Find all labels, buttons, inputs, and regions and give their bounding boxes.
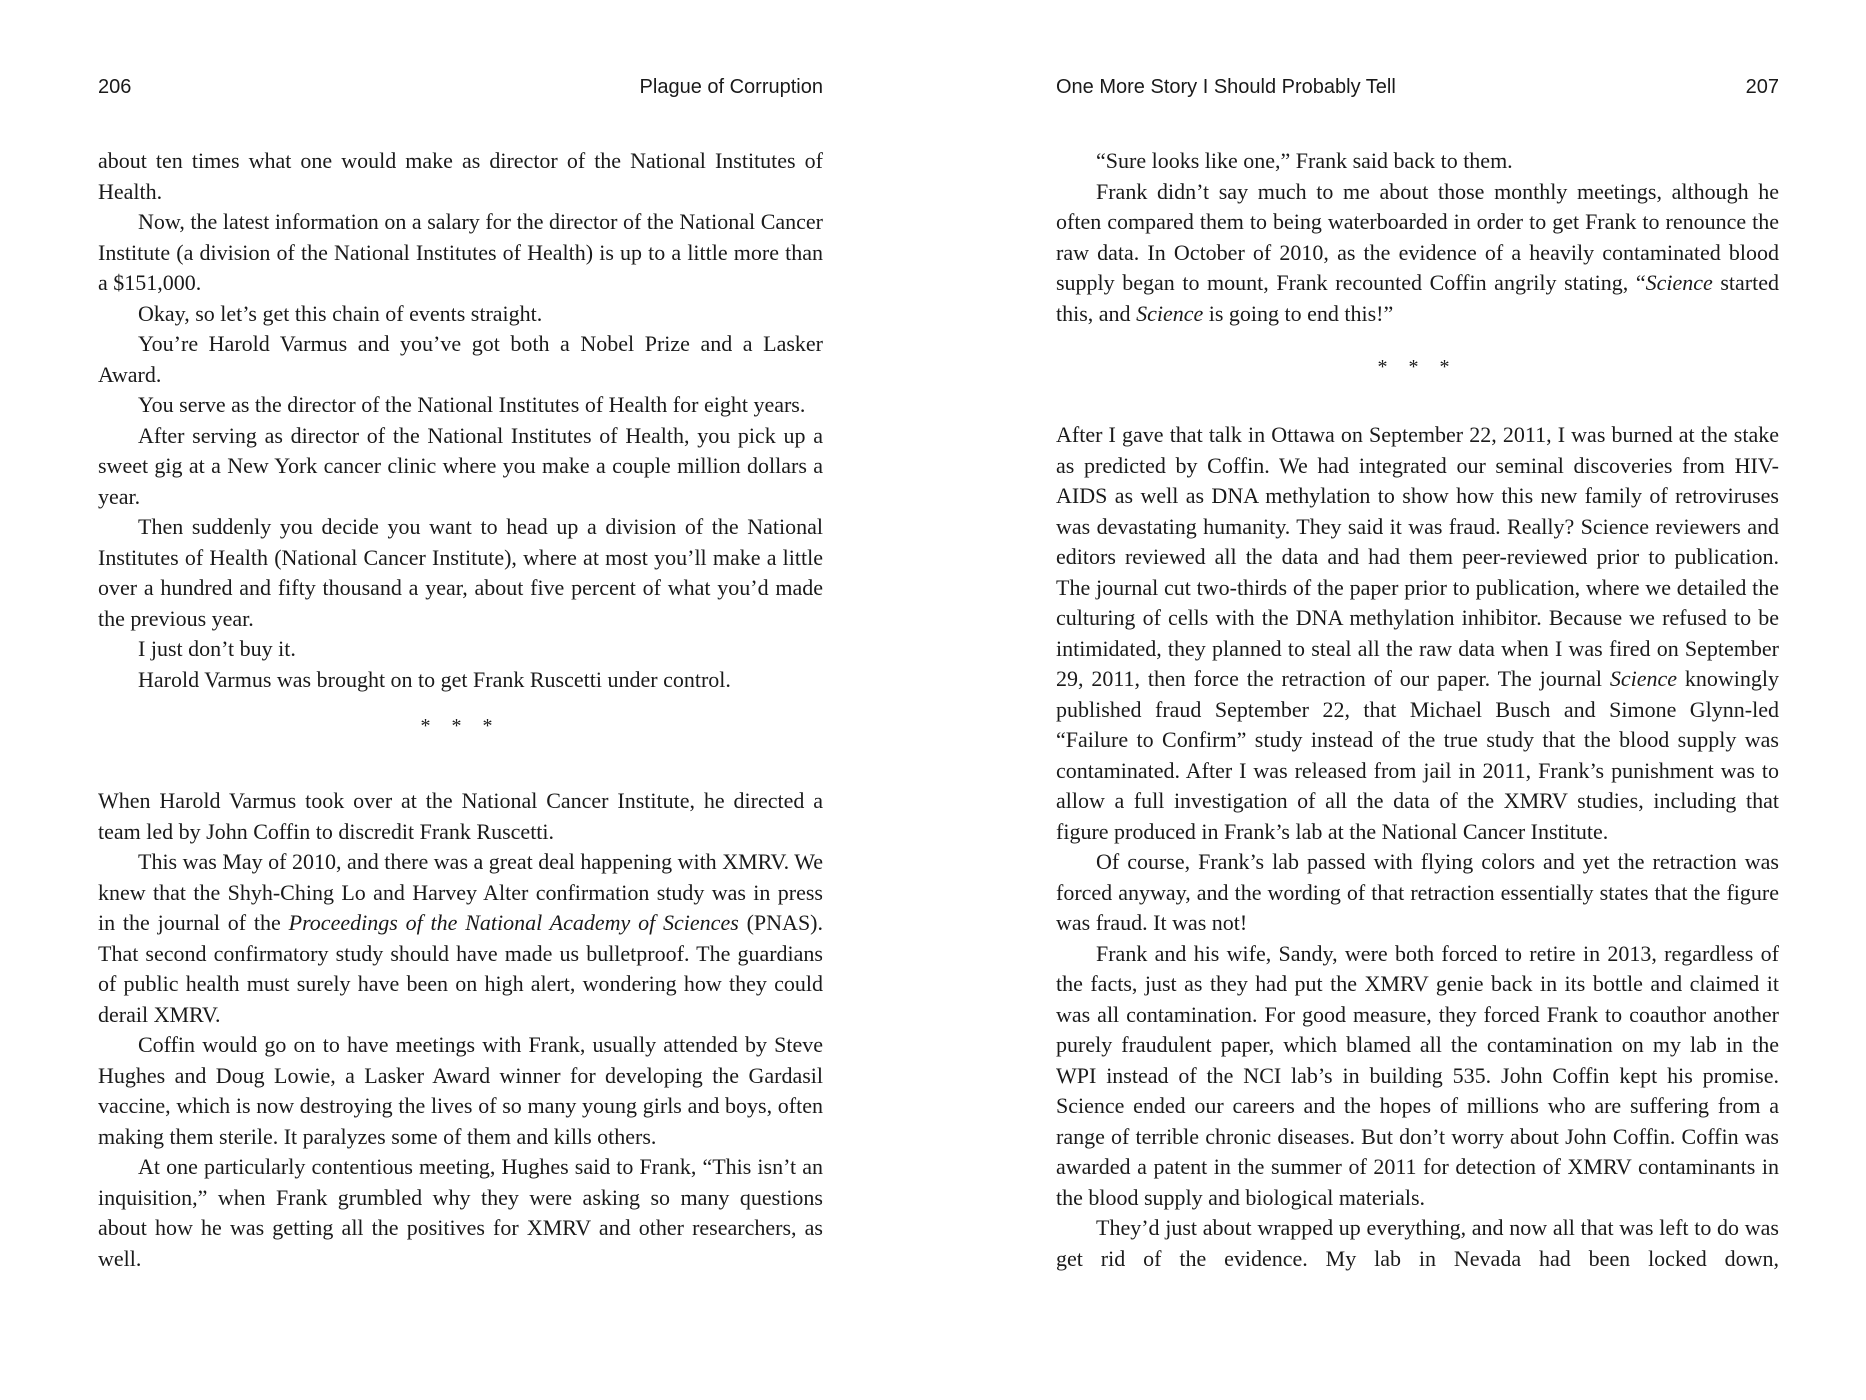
left-page-header <box>98 76 823 106</box>
journal-title: Science <box>1645 270 1713 295</box>
paragraph: Now, the latest information on a salary for the director of the National Cancer Institute (a division of the National Institutes of Health) is up to a little more than a $151,000. <box>98 209 823 295</box>
paragraph: Frank and his wife, Sandy, were both forced to retire in 2013, regardless of the facts, just as they had put the XMRV genie back in its bottle and claimed it was all contamination. For good measure, they forced Frank to coauthor another purely fraudulent paper, which blamed all the contamination on my lab in the WPI instead of the NCI lab’s in building 535. John Coffin kept his promise. Science ended our careers and the hopes of millions who are suffering from a range of terrible chronic diseases. But don’t worry about John Coffin. Coffin was awarded a patent in the summer of 2011 for detection of XMRV contaminants in the blood supply and biological materials. <box>1056 940 1779 1210</box>
page-number-left: 206 <box>98 76 132 98</box>
paragraph <box>1056 420 1779 847</box>
right-page <box>1056 0 1779 1400</box>
section-separator: * * * <box>420 715 501 737</box>
paragraph: Harold Varmus was brought on to get Frank Ruscetti under control. <box>138 666 731 692</box>
paragraph: They’d just about wrapped up everything, and now all that was left to do was get rid of the evidence. My lab in Nevada had been locked down, <box>1056 1215 1779 1271</box>
text-run: This was May of 2010, and there was a great deal happening with XMRV. We knew that the Shyh-Ching Lo and Harvey Alter confirmation study was in press in the journal of the <box>98 849 823 935</box>
paragraph: You serve as the director of the National Institutes of Health for eight years. <box>138 392 806 417</box>
text-run: knowingly published fraud September 22, that Michael Busch and Simone Glynn-led “Failure to Confirm” study instead of the true study that the blood supply was contaminated. After I was released from jail in 2011, Frank’s punishment was to allow a full investigation of all the data of the XMRV studies, including that figure produced in Frank’s lab at the National Cancer Institute. <box>1056 666 1779 844</box>
paragraph: When Harold Varmus took over at the National Cancer Institute, he directed a team led by John Coffin to discredit Frank Ruscetti. <box>98 788 823 844</box>
right-page-header <box>1056 76 1779 106</box>
text-run: (PNAS). That second confirmatory study should have made us bulletproof. The guardians of public health must surely have been on high alert, wondering how they could derail XMRV. <box>98 910 824 1027</box>
left-page <box>98 0 823 1400</box>
text-run: started this, and <box>1056 270 1779 326</box>
journal-title: Science <box>1609 666 1677 691</box>
paragraph: Of course, Frank’s lab passed with flying colors and yet the retraction was forced anyway, and the wording of that retraction essentially states that the figure was fraud. It was not! <box>1056 849 1779 935</box>
paragraph <box>98 847 823 1030</box>
text-run: After I gave that talk in Ottawa on September 22, 2011, I was burned at the stake as predicted by Coffin. We had integrated our seminal discoveries from HIV-AIDS as well as DNA methylation to show how this new family of retroviruses was devastating humanity. They said it was fraud. Really? Science reviewers and editors reviewed all the data and had them peer-reviewed prior to publication. The journal cut two-thirds of the paper prior to publication, where we detailed the culturing of cells with the DNA methylation inhibitor. Because we refused to be intimidated, they planned to steal all the raw data when I was fired on September 29, 2011, then force the retraction of our paper. The journal <box>1056 422 1779 691</box>
section-separator: * * * <box>1377 356 1458 378</box>
paragraph: “Sure looks like one,” Frank said back to them. <box>1096 148 1513 173</box>
paragraph: You’re Harold Varmus and you’ve got both a Nobel Prize and a Lasker Award. <box>98 331 823 387</box>
text-run: is going to end this!” <box>1203 300 1394 326</box>
paragraph <box>1056 177 1779 330</box>
journal-title: Proceedings of the National Academy of Sciences <box>288 910 739 935</box>
page-number-right: 207 <box>1745 76 1779 98</box>
paragraph: Then suddenly you decide you want to head up a division of the National Institutes of Health (National Cancer Institute), where at most you’ll make a little over a hundred and fifty thousand a year, about five percent of what you’d made the previous year. <box>98 514 823 631</box>
journal-title: Science <box>1136 300 1204 326</box>
text-run: Frank didn’t say much to me about those monthly meetings, although he often compared them to being waterboarded in order to get Frank to renounce the raw data. In October of 2010, as the evidence of a heavily contaminated blood supply began to mount, Frank recounted Coffin angrily stating, “ <box>1056 178 1779 295</box>
paragraph: about ten times what one would make as director of the National Institutes of Health. <box>98 148 823 204</box>
paragraph: Okay, so let’s get this chain of events straight. <box>138 300 543 326</box>
paragraph: After serving as director of the National Institutes of Health, you pick up a sweet gig at a New York cancer clinic where you make a couple million dollars a year. <box>98 422 823 509</box>
running-head-right: One More Story I Should Probably Tell <box>1056 76 1396 98</box>
paragraph: Coffin would go on to have meetings with Frank, usually attended by Steve Hughes and Doug Lowie, a Lasker Award winner for developing the Gardasil vaccine, which is now destroying the lives of so many young girls and boys, often making them sterile. It paralyzes some of them and kills others. <box>98 1032 823 1149</box>
paragraph: I just don’t buy it. <box>138 636 296 661</box>
paragraph: At one particularly contentious meeting, Hughes said to Frank, “This isn’t an inquisition,” when Frank grumbled why they were asking so many questions about how he was getting all the positives for XMRV and other researchers, as well. <box>98 1154 823 1271</box>
right-page-body <box>1056 146 1779 1274</box>
running-head-left: Plague of Corruption <box>639 76 823 98</box>
left-page-body <box>98 146 823 1274</box>
